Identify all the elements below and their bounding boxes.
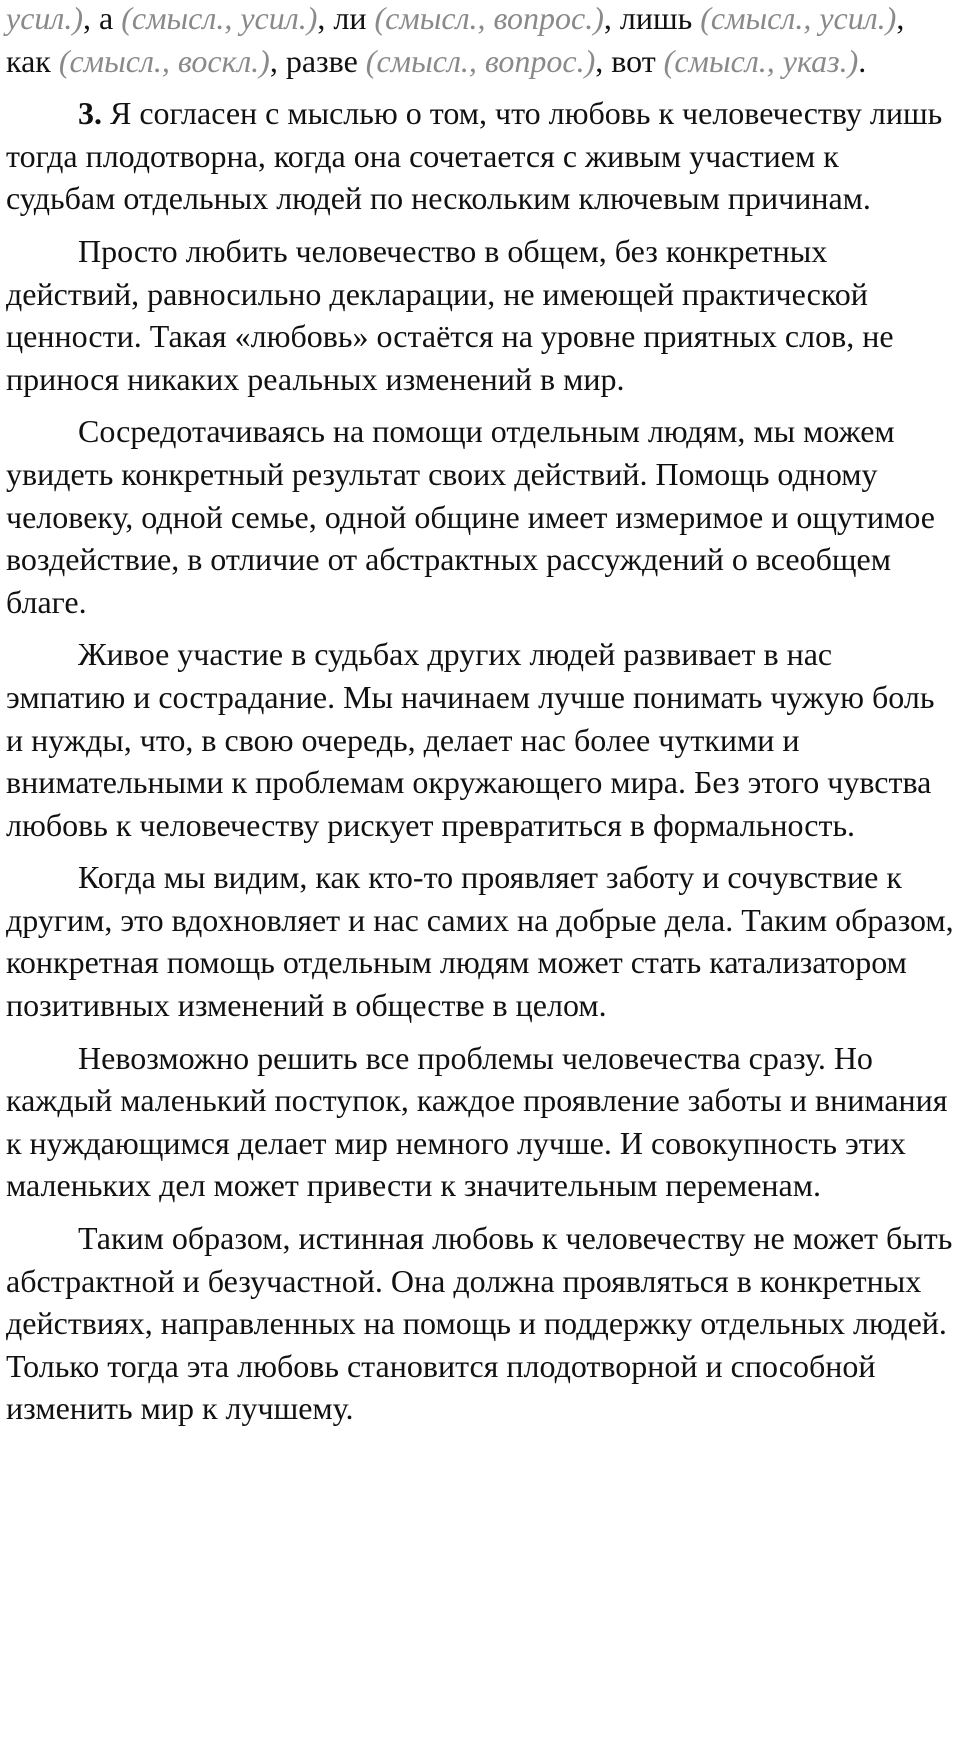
- fragment-note-6: (смысл., вопрос.): [365, 42, 596, 79]
- essay-paragraph-2: Сосредотачиваясь на помощи отдельным людям, мы можем увидеть конкретный результат своих действий. Помощь одному человеку, одной семье, одной общине имеет измеримое и ощутимое воздействие, в отличие от абстрактных рассуждений о всеобщем благе.: [6, 413, 935, 620]
- task-number: 3.: [78, 95, 102, 132]
- essay-paragraph-3: Живое участие в судьбах других людей развивает в нас эмпатию и сострадание. Мы начинаем лучше понимать чужую боль и нужды, что, в свою очередь, делает нас более чуткими и внимательными к проблемам окружающего мира. Без этого чувства любовь к человечеству рискует превратиться в формальность.: [6, 636, 935, 843]
- essay-paragraph-1: Просто любить человечество в общем, без конкретных действий, равносильно декларации, не имеющей практической ценности. Такая «любовь» остаётся на уровне приятных слов, не принося никаких реальных изменений в мир.: [6, 232, 894, 397]
- essay-paragraph-4: Когда мы видим, как кто-то проявляет заботу и сочувствие к другим, это вдохновляет и нас самих на добрые дела. Таким образом, конкретная помощь отдельным людям может стать катализатором позитивных изменений в обществе в целом.: [6, 859, 954, 1024]
- task-intro-text: Я согласен с мыслью о том, что любовь к человечеству лишь тогда плодотворна, когда она сочетается с живым участием к судьбам отдельных людей по нескольким ключевым причинам.: [6, 95, 943, 217]
- fragment-note-4: (смысл., усил.): [700, 0, 897, 36]
- fragment-note-5: (смысл., воскл.): [58, 42, 270, 79]
- fragment-word-1: , а: [83, 0, 122, 36]
- fragment-word-5: , разве: [269, 42, 366, 79]
- essay-paragraph-5: Невозможно решить все проблемы человечества сразу. Но каждый маленький поступок, каждое проявление заботы и внимания к нуждающимся делает мир немного лучше. И совокупность этих маленьких дел может привести к значительным переменам.: [6, 1039, 948, 1204]
- fragment-word-4: , как: [6, 0, 905, 79]
- fragment-note-2: (смысл., усил.): [121, 0, 318, 36]
- fragment-word-3: , лишь: [603, 0, 701, 36]
- fragment-word-6: , вот: [595, 42, 664, 79]
- essay-paragraph-6: Таким образом, истинная любовь к человечеству не может быть абстрактной и безучастной. Она должна проявляться в конкретных действиях, направленных на помощь и поддержку отдельных людей. Только тогда эта любовь становится плодотворной и способной изменить мир к лучшему.: [6, 1220, 953, 1427]
- fragment-note-1: усил.): [6, 0, 84, 36]
- fragment-note-7: (смысл., указ.): [663, 42, 859, 79]
- preceding-text-fragment: [6, 0, 946, 82]
- fragment-note-3: (смысл., вопрос.): [374, 0, 604, 36]
- fragment-word-2: , ли: [317, 0, 375, 36]
- task-intro-paragraph: [6, 92, 956, 220]
- fragment-word-7: .: [858, 42, 867, 79]
